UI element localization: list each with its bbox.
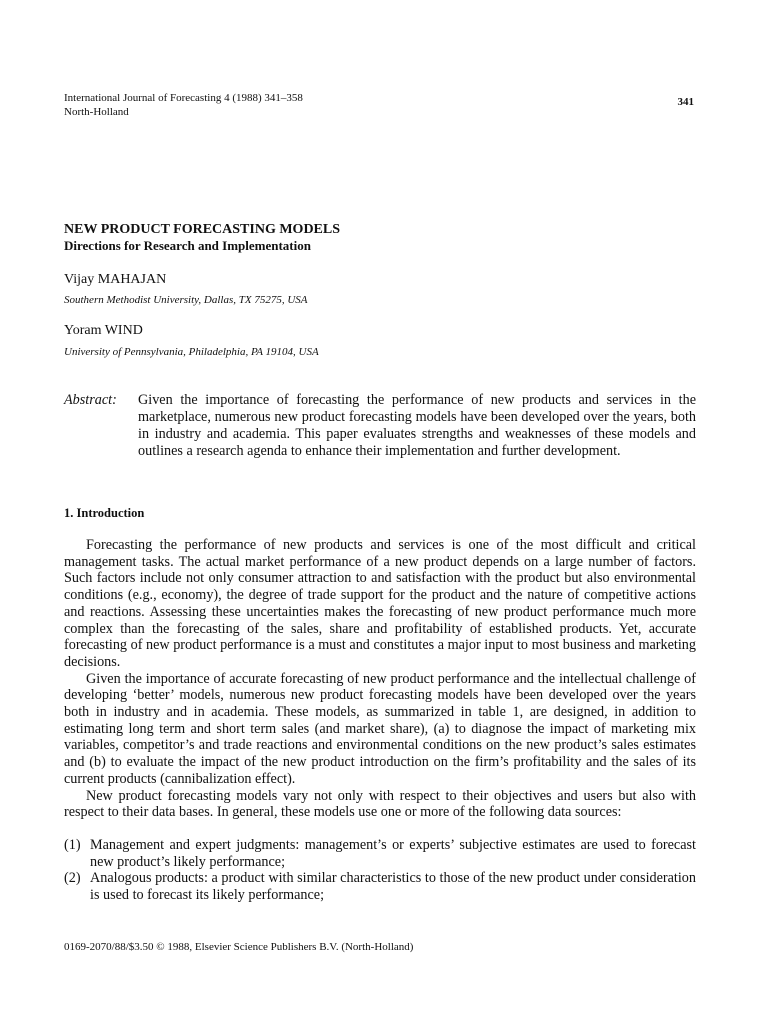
publisher-line: North-Holland: [64, 106, 129, 118]
body-text: [64, 537, 696, 904]
article-subtitle: Directions for Research and Implementation: [64, 238, 311, 253]
running-header: [64, 91, 704, 119]
page-number: 341: [677, 96, 694, 108]
paragraph: Forecasting the performance of new products and services is one of the most difficult and critical management tasks. The actual market performance of a new product depends on a large number of factors. Such factors include not only consumer attraction to and satisfaction with the product but also environmental conditions (e.g., economy), the degree of trade support for the product and the nature of competitive actions and reactions. Assessing these uncertainties makes the forecasting of new product performance much more complex than the forecasting of the sales, share and profitability of established products. Yet, accurate forecasting of new product performance is a must and constitutes a major input to most business and marketing decisions.: [64, 537, 696, 670]
title-block: [64, 222, 694, 254]
section-heading: 1. Introduction: [64, 506, 145, 520]
data-source-list: [64, 837, 696, 904]
copyright-footer: 0169-2070/88/$3.50 © 1988, Elsevier Science Publishers B.V. (North-Holland): [64, 941, 414, 953]
author-affiliation: University of Pennsylvania, Philadelphia, PA 19104, USA: [64, 346, 319, 358]
list-item-number: (2): [64, 870, 81, 887]
author-name: Yoram WIND: [64, 323, 143, 338]
list-item: [64, 870, 696, 903]
abstract-text: Given the importance of forecasting the performance of new products and services in the marketplace, numerous new product forecasting models have been developed over the years, both in industry and academia. This paper evaluates strengths and weaknesses of these models and outlines a research agenda to enhance their implementation and further development.: [138, 392, 696, 459]
paragraph: Given the importance of accurate forecasting of new product performance and the intellectual challenge of developing ‘better’ models, numerous new product forecasting models have been developed over the years both in industry and in academia. These models, as summarized in table 1, are designed, in addition to estimating long term and short term sales (and market share), (a) to diagnose the impact of marketing mix variables, competitor’s and trade reactions and environmental conditions on the new product’s sales estimates and (b) to evaluate the impact of the new product introduction on the firm’s profitability and the sales of its current products (cannibalization effect).: [64, 670, 696, 787]
abstract-label: Abstract:: [64, 392, 117, 408]
list-item: [64, 837, 696, 870]
list-item-number: (1): [64, 836, 81, 853]
list-item-text: Management and expert judgments: management’s or experts’ subjective estimates are used to forecast new product’s likely performance;: [90, 836, 696, 870]
article-title: NEW PRODUCT FORECASTING MODELS: [64, 222, 341, 237]
author-affiliation: Southern Methodist University, Dallas, TX 75275, USA: [64, 294, 308, 306]
paragraph: New product forecasting models vary not only with respect to their objectives and users but also with respect to their data bases. In general, these models use one or more of the following data sources:: [64, 787, 696, 821]
abstract: [64, 392, 696, 460]
journal-line: International Journal of Forecasting 4 (1988) 341–358: [64, 92, 303, 104]
author-name: Vijay MAHAJAN: [64, 272, 167, 287]
list-item-text: Analogous products: a product with similar characteristics to those of the new product under consideration is used to forecast its likely performance;: [90, 870, 696, 904]
